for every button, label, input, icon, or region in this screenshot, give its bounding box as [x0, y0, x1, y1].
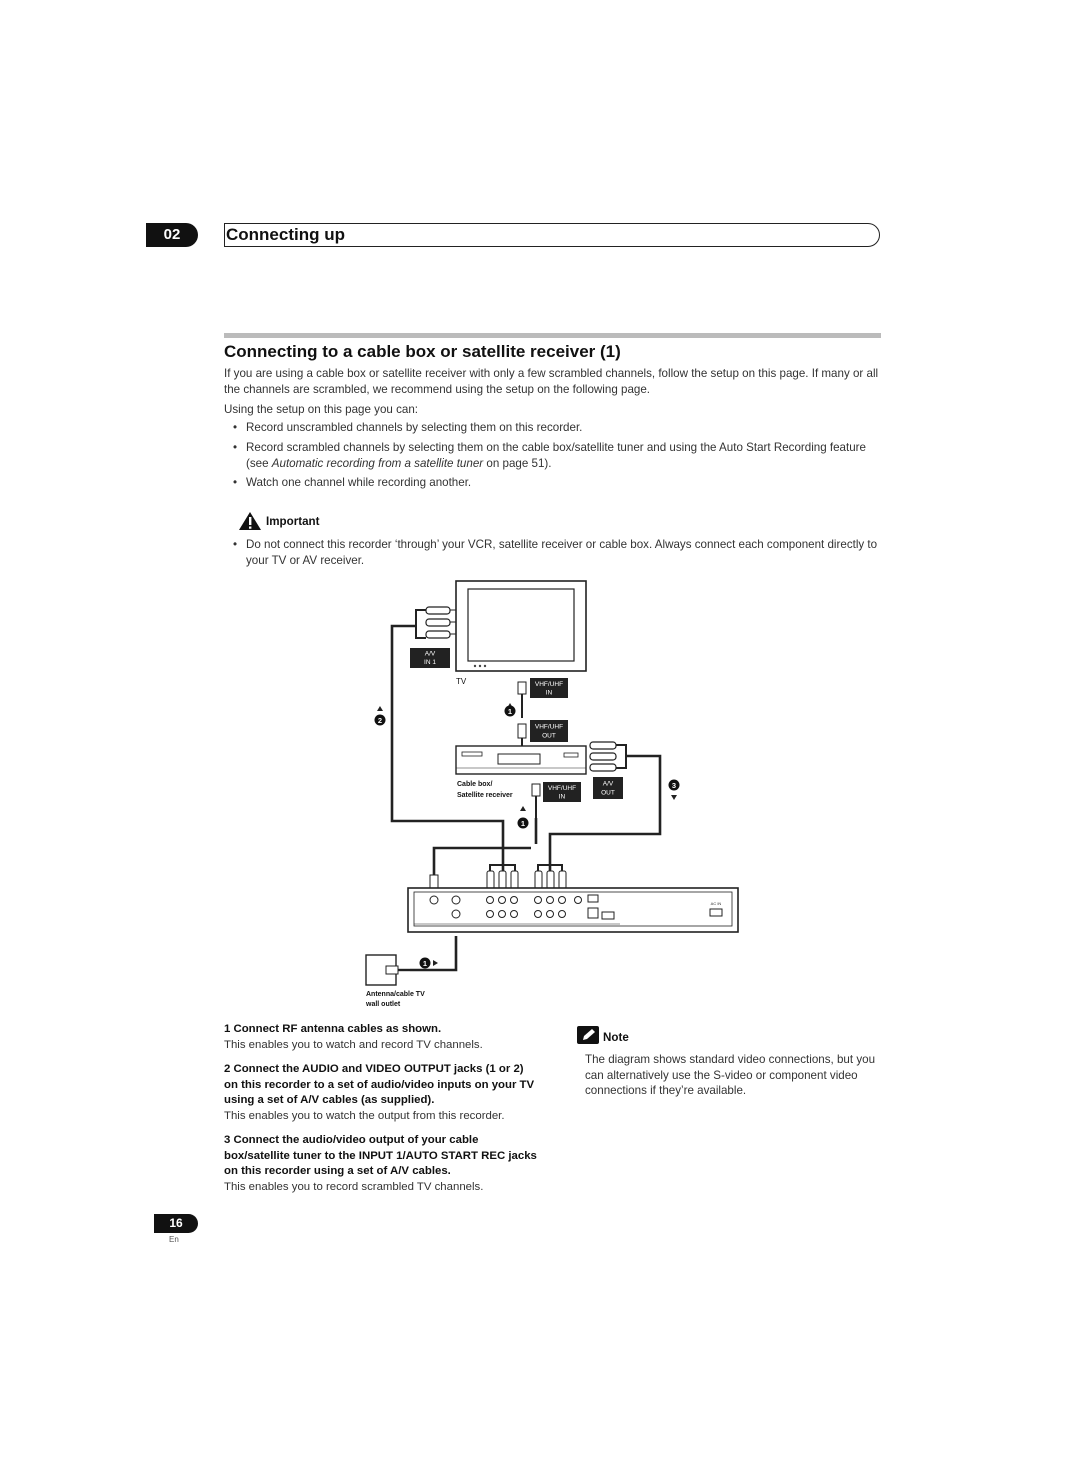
bullet-text-end: on page 51). [483, 456, 552, 470]
arrow-down-icon [671, 795, 677, 800]
page-number: 16 [154, 1214, 198, 1233]
tv-unit [456, 581, 586, 671]
bullet-text: Record unscrambled channels by selecting them on this recorder. [246, 421, 583, 434]
chapter-number: 02 [146, 223, 198, 247]
bullet-dot: • [233, 441, 238, 454]
svg-text:1: 1 [520, 819, 526, 828]
step-text: This enables you to record scrambled TV channels. [224, 1180, 484, 1193]
step-list [224, 1022, 540, 1195]
bullet-dot: • [233, 538, 238, 551]
chapter-title: Connecting up [226, 225, 345, 244]
bullet-dot: • [233, 476, 238, 489]
step-text: This enables you to watch the output from this recorder. [224, 1109, 505, 1122]
svg-text:OUT: OUT [601, 789, 615, 797]
important-item [233, 537, 880, 568]
step-heading: 3 Connect the audio/video output of your cable box/satellite tuner to the INPUT 1/AUTO START REC jacks on this recorder using a set of A/V cables. [224, 1134, 537, 1177]
svg-text:1: 1 [422, 959, 428, 968]
cablebox-label-2: Satellite receiver [457, 792, 513, 799]
step-heading: 2 Connect the AUDIO and VIDEO OUTPUT jacks (1 or 2) on this recorder to a set of audio/video inputs on your TV using a set of A/V cables (as supplied). [224, 1063, 535, 1106]
connection-diagram [350, 578, 750, 1018]
important-text: Do not connect this recorder ‘through’ your VCR, satellite receiver or cable box. Always connect each component directly to your TV or AV receiver. [246, 538, 878, 567]
intro-lead: Using the setup on this page you can: [224, 403, 419, 416]
cable-box-unit [456, 746, 586, 774]
arrow-right-icon [433, 960, 438, 966]
tv-label: TV [456, 677, 467, 686]
bullet-dot: • [233, 421, 238, 434]
cablebox-av-plugs [590, 742, 626, 771]
step-text: This enables you to watch and record TV channels. [224, 1038, 483, 1051]
tv-av-plugs [416, 607, 456, 638]
intro-paragraph: If you are using a cable box or satellite receiver with only a few scrambled channels, follow the setup on this page. If many or all the channels are scrambled, we recommend using the setup on the following page. [224, 367, 879, 396]
bullet-item [233, 420, 880, 436]
vhf-uhf-label: VHF/UHF [534, 681, 564, 688]
bullet-item [233, 440, 880, 471]
wall-outlet-label: Antenna/cable TV [366, 991, 425, 998]
note-pencil-icon [577, 1026, 599, 1044]
wall-outlet-label-2: wall outlet [366, 1001, 401, 1008]
svg-text:VHF/UHF: VHF/UHF [534, 723, 564, 731]
svg-text:1: 1 [507, 707, 513, 716]
important-heading: Important [266, 515, 320, 528]
wall-outlet [366, 955, 410, 985]
recorder-rear-panel [408, 888, 738, 932]
note-heading: Note [603, 1031, 629, 1044]
warning-icon [238, 511, 262, 531]
svg-text:IN: IN [558, 793, 566, 801]
in-label: IN [545, 689, 553, 697]
section-divider [224, 333, 881, 338]
page-language: En [169, 1235, 179, 1244]
cross-reference: Automatic recording from a satellite tuner [271, 456, 484, 470]
bullet-item [233, 475, 880, 491]
cablebox-label: Cable box/ [457, 781, 493, 788]
step-heading: 1 Connect RF antenna cables as shown. [224, 1023, 442, 1035]
section-title: Connecting to a cable box or satellite receiver (1) [224, 342, 621, 361]
rf-connector-icon [532, 784, 540, 818]
rf-connector-icon [518, 724, 526, 746]
note-text: The diagram shows standard video connections, but you can alternatively use the S-video or component video connections if they’re available. [585, 1053, 876, 1097]
arrow-up-icon [520, 806, 526, 811]
bullet-text: Record scrambled channels by selecting them on the cable box/satellite tuner and using the Auto Start Recording feature (see [246, 441, 866, 470]
svg-text:OUT: OUT [542, 732, 556, 740]
arrow-up-icon [377, 706, 383, 711]
bullet-text: Watch one channel while recording another. [246, 476, 472, 489]
svg-text:A/V: A/V [602, 780, 614, 788]
ac-in-label: AC IN [710, 901, 722, 906]
rf-connector-icon [518, 682, 526, 718]
svg-text:2: 2 [377, 716, 383, 725]
svg-text:VHF/UHF: VHF/UHF [547, 785, 577, 792]
av-in-number: IN 1 [424, 659, 436, 666]
svg-text:3: 3 [671, 781, 677, 790]
recorder-plugs [430, 871, 566, 889]
av-in-label: A/V [424, 650, 436, 658]
